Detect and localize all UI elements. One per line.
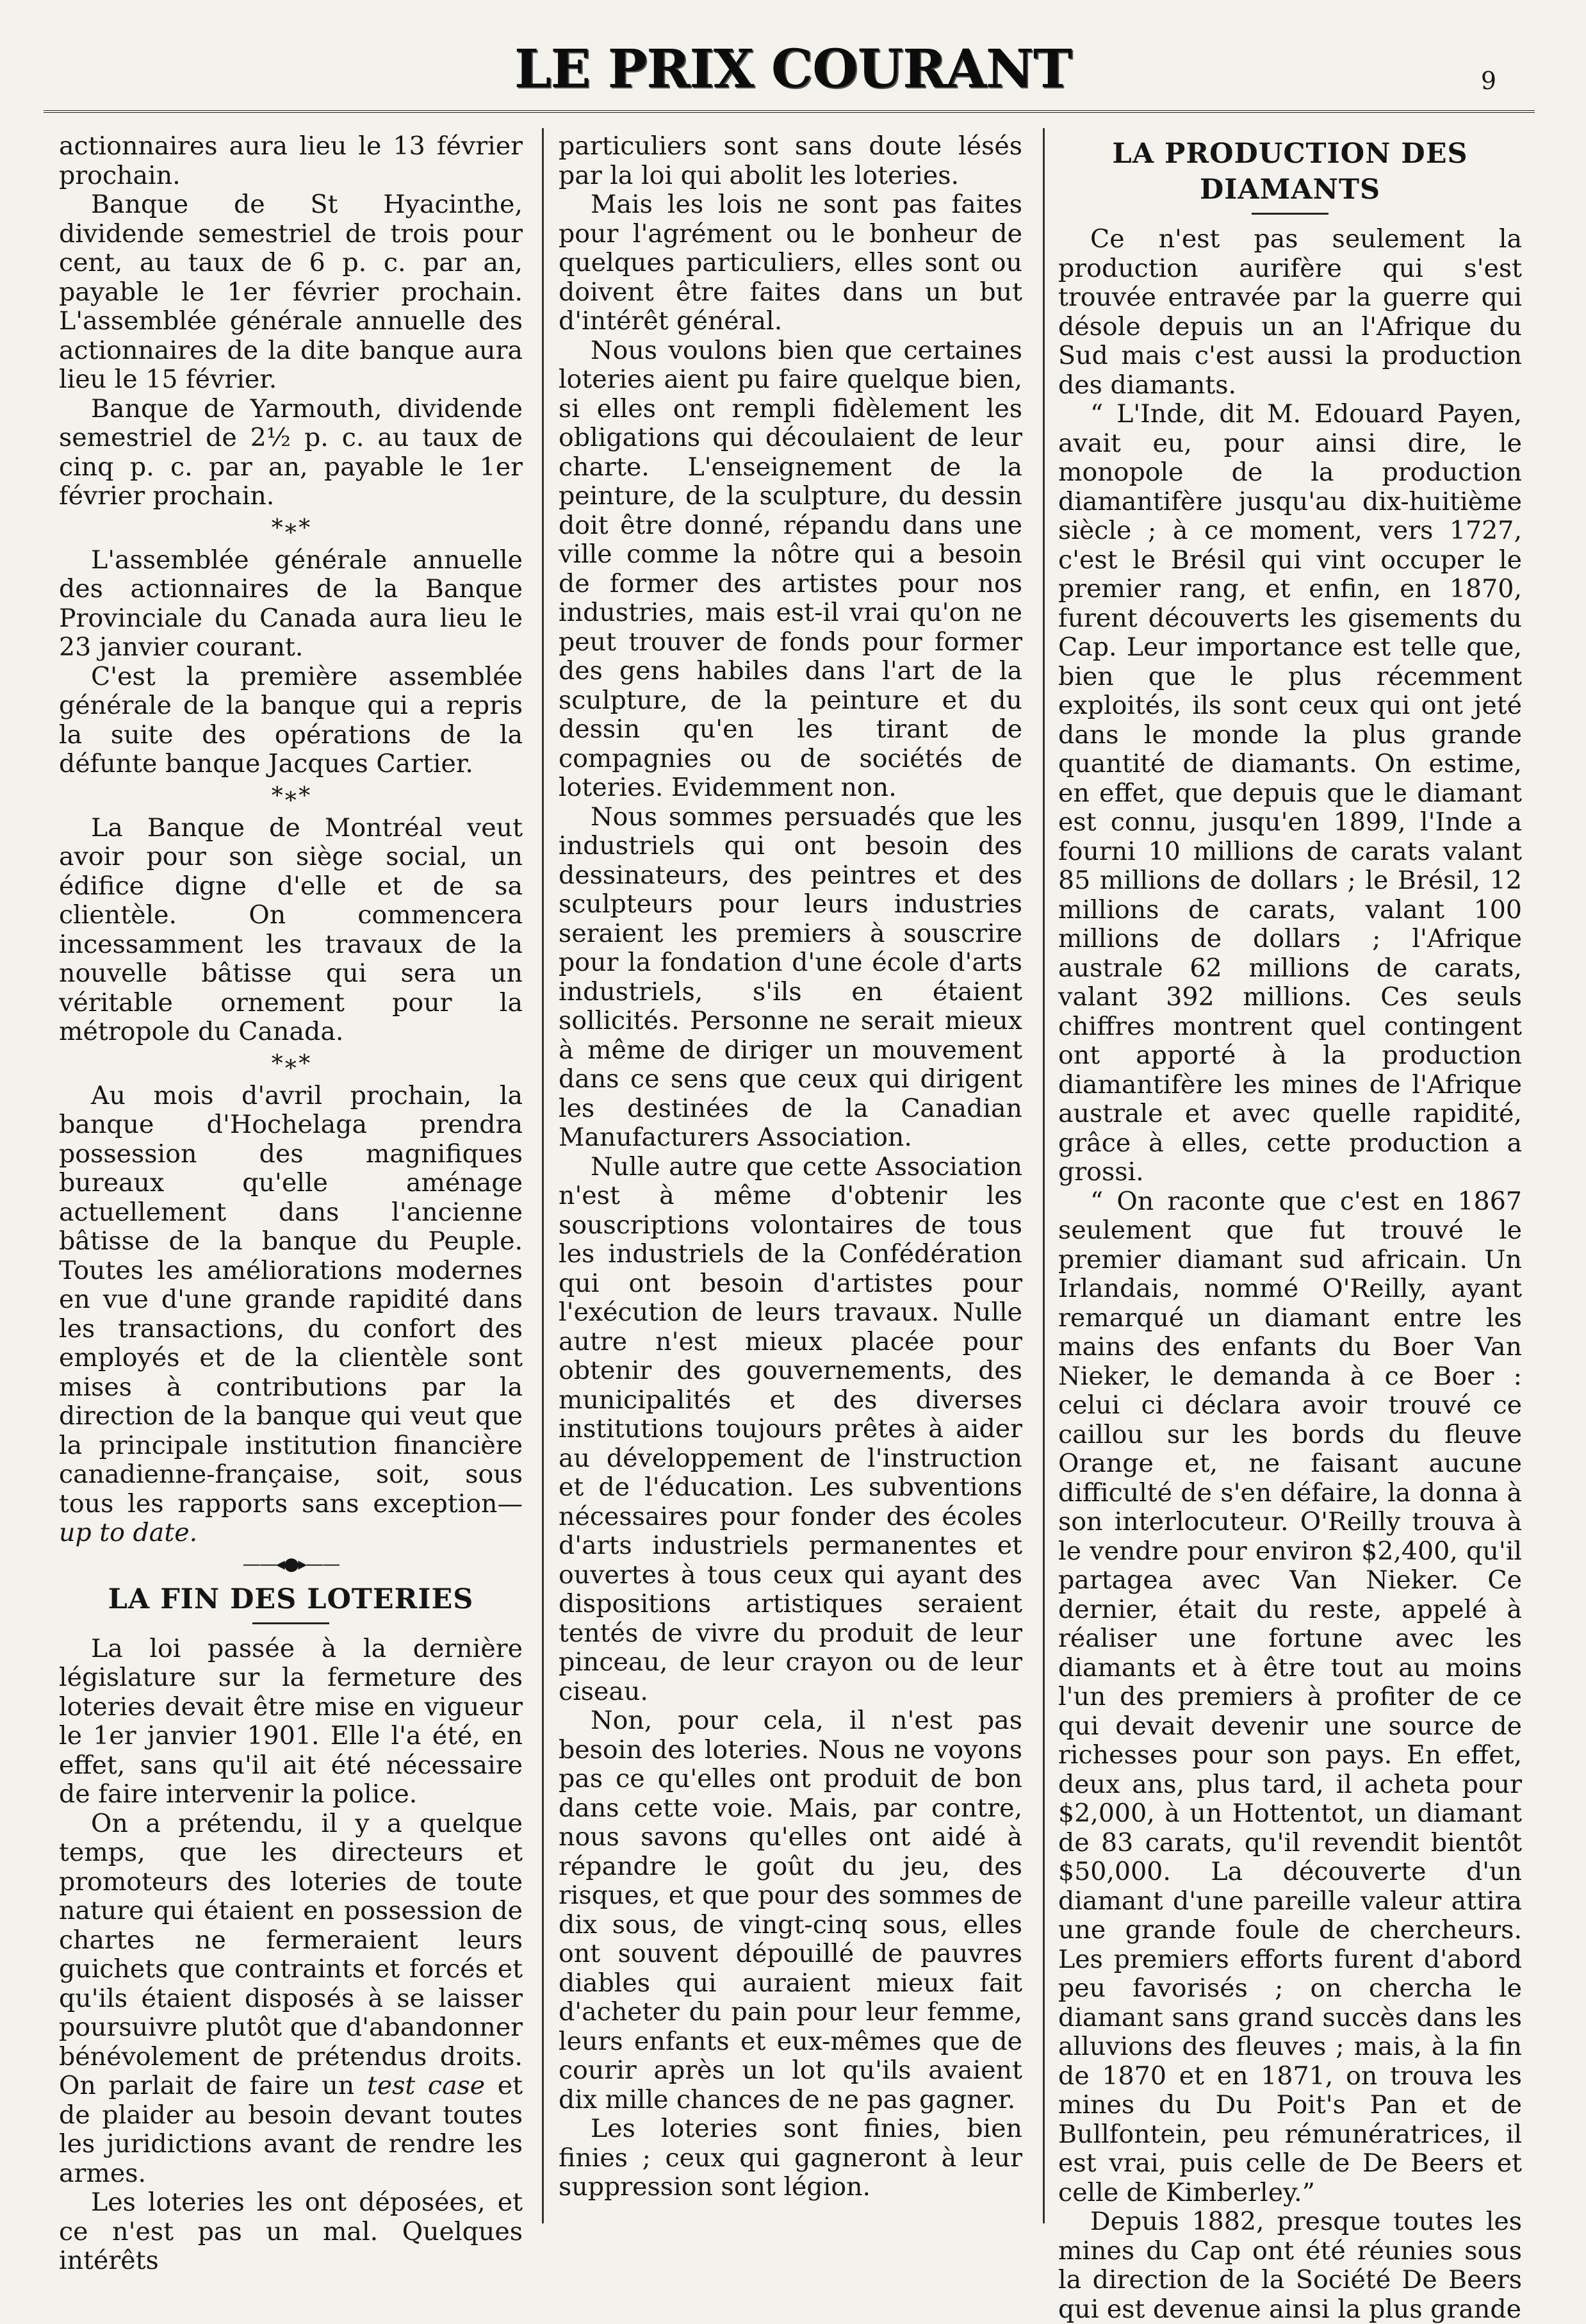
paragraph-text: Au mois d'avril prochain, la banque d'Hochelaga prendra possession des magnifiques bureaux qu'elle aménage actuellement dans l'ancienne bâtisse de la banque du Peuple. Toutes les améliorations modernes en vue d'une grande rapidité dans les transactions, du confort des employés et de la clientèle sont mises à contributions par la direction de la banque qui veut que la principale institution financière canadienne-française, soit, sous tous les rapports sans exception—: [59, 1080, 523, 1519]
section-heading: LA FIN DES LOTERIES: [108, 1583, 474, 1615]
paragraph: C'est la première assemblée générale de la banque qui a repris la suite des opérations de la défunte banque Jacques Cartier.: [59, 661, 523, 779]
column-divider: [1043, 128, 1045, 2223]
paragraph: “ L'Inde, dit M. Edouard Payen, avait eu, pour ainsi dire, le monopole de la production diamantifère jusqu'au dix-huitième siècle ; à ce moment, vers 1727, c'est le Brésil qui vint occuper le premier rang, et enfin, en 1870, furent découverts les gisements du Cap. Leur importance est telle que, bien que le plus récemment exploités, ils sont ceux qui ont jeté dans le monde la plus grande quantité de diamants. On estime, en effet, que depuis que le diamant est connu, jusqu'en 1899, l'Inde a fourni 10 millions de carats valant 85 millions de dollars ; le Brésil, 12 millions de carats, valant 100 millions de dollars ; l'Afrique australe 62 millions de carats, valant 392 millions. Ces seuls chiffres montrent quel contingent ont apporté à la production diamantifère les mines de l'Afrique australe et avec quelle rapidité, grâce à elles, cette production a grossi.: [1058, 399, 1522, 1187]
column-3: [1058, 132, 1522, 2324]
italic-phrase: test case: [366, 2071, 486, 2100]
paragraph: Nous voulons bien que certaines loteries aient pu faire quelque bien, si elles ont rempli fidèlement les obligations qui découlaient de leur charte. L'enseignement de la peinture, de la sculpture, du dessin doit être donné, répandu dans une ville comme la nôtre qui a besoin de former des artistes pour nos industries, mais est-il vrai qu'on ne peut trouver de fonds pour former des gens habiles dans l'art de la sculpture, de la peinture et du dessin qu'en les tirant de compagnies ou de sociétés de loteries. Evidemment non.: [559, 335, 1022, 802]
paragraph: La loi passée à la dernière législature sur la fermeture des loteries devait être mise en vigueur le 1er janvier 1901. Elle l'a été, en effet, sans qu'il ait été nécessaire de faire intervenir la police.: [59, 1633, 523, 1809]
page-number: 9: [1480, 67, 1496, 95]
heading-rule: [252, 1622, 329, 1624]
column-divider: [542, 128, 544, 2223]
asterism: *∗*: [271, 1050, 311, 1077]
paragraph: Mais les lois ne sont pas faites pour l'agrément ou le bonheur de quelques particuliers, elles sont ou doivent être faites dans un but d'intérêt général.: [559, 190, 1022, 336]
paragraph: Banque de Yarmouth, dividende semestriel de 2½ p. c. au taux de cinq p. c. par an, payable le 1er février prochain.: [59, 393, 523, 511]
asterism: *∗*: [271, 782, 311, 809]
paragraph: Ce n'est pas seulement la production aurifère qui s'est trouvée entravée par la guerre qui désole depuis un an l'Afrique du Sud mais c'est aussi la production des diamants.: [1058, 224, 1522, 400]
paragraph: Non, pour cela, il n'est pas besoin des loteries. Nous ne voyons pas ce qu'elles ont produit de bon dans cette voie. Mais, par contre, nous savons qu'elles ont aidé à répandre le goût du jeu, des risques, et que pour des sommes de dix sous, de vingt-cinq sous, elles ont souvent dépouillé de pauvres diables qui auraient mieux fait d'acheter du pain pour leur femme, leurs enfants et eux-mêmes que de courir après un lot qu'ils avaient dix mille chances de ne pas gagner.: [559, 1706, 1022, 2114]
paragraph: Nous sommes persuadés que les industriels qui ont besoin des dessinateurs, des peintres et des sculpteurs pour leurs industries seraient les premiers à souscrire pour la fondation d'une école d'arts industriels, s'ils en étaient sollicités. Personne ne serait mieux à même de diriger un mouvement dans ce sens que ceux qui dirigent les destinées de la Canadian Manufacturers Association.: [559, 802, 1022, 1152]
asterism: *∗*: [271, 515, 311, 541]
column-2: [559, 132, 1022, 2202]
paragraph-text: On a prétendu, il y a quelque temps, que les directeurs et promoteurs des loteries de toute nature qui étaient en possession de chartes ne fermeraient leurs guichets que contraints et forcés et qu'ils étaient disposés à se laisser poursuivre plutôt que d'abandonner bénévolement de prétendus droits. On parlait de faire un: [59, 1808, 523, 2100]
paragraph: [59, 1809, 523, 2189]
masthead: [0, 38, 1586, 100]
section-separator: ——◂●▸——: [242, 1553, 339, 1574]
paragraph: “ On raconte que c'est en 1867 seulement que fut trouvé le premier diamant sud africain. Un Irlandais, nommé O'Reilly, ayant remarqué un diamant entre les mains des enfants du Boer Van Nieker, le demanda à ce Boer : celui ci déclara avoir trouvé ce caillou sur les bords du fleuve Orange et, ne faisant aucune difficulté de s'en défaire, la donna à son interlocuteur. O'Reilly trouva à le vendre pour environ $2,400, qu'il partagea avec Van Nieker. Ce dernier, était du reste, appelé à réaliser une fortune avec les diamants et à être tout au moins l'un des premiers à profiter de ce qui devait devenir une source de richesses pour son pays. En effet, deux ans, plus tard, il acheta pour $2,000, à un Hottentot, un diamant de 83 carats, qu'il revendit bientôt $50,000. La découverte d'un diamant d'une pareille valeur attira une grande foule de chercheurs. Les premiers efforts furent d'abord peu favorisés ; on chercha le diamant sans grand succès dans les alluvions des fleuves ; mais, à la fin de 1870 et en 1871, on trouva les mines du Du Poit's Pan et de Bullfontein, peu rémunératrices, il est vrai, puis celle de De Beers et celle de Kimberley.”: [1058, 1186, 1522, 2207]
column-1: [59, 132, 523, 2276]
paragraph: Les loteries sont finies, bien finies ; ceux qui gagneront à leur suppression sont légion.: [559, 2114, 1022, 2202]
italic-phrase: up to date.: [59, 1518, 198, 1547]
paragraph: particuliers sont sans doute lésés par la loi qui abolit les loteries.: [559, 131, 1022, 190]
paragraph: [59, 1082, 523, 1548]
paragraph: actionnaires aura lieu le 13 février prochain.: [59, 131, 523, 190]
paragraph: La Banque de Montréal veut avoir pour son siège social, un édifice digne d'elle et de sa clientèle. On commencera incessamment les travaux de la nouvelle bâtisse qui sera un véritable ornement pour la métropole du Canada.: [59, 812, 523, 1046]
heading-rule: [1252, 213, 1328, 215]
section-heading: LA PRODUCTION DES DIAMANTS: [1112, 138, 1468, 206]
paragraph: Nulle autre que cette Association n'est à même d'obtenir les souscriptions volontaires de tous les industriels de la Confédération qui ont besoin d'artistes pour l'exécution de leurs travaux. Nulle autre n'est mieux placée pour obtenir des gouvernements, des municipalités et des diverses institutions toujours prêtes à aider au développement de l'instruction et de l'éducation. Les subventions nécessaires pour fonder des écoles d'arts industriels permanentes et ouvertes à tous ceux qui ayant des dispositions artistiques seraient tentés de vivre du produit de leur pinceau, de leur crayon ou de leur ciseau.: [559, 1151, 1022, 1706]
paragraph-text: et de plaider au besoin devant toutes les juridictions avant de rendre les armes.: [59, 2071, 523, 2188]
newspaper-logo: LE PRIX COURANT: [514, 38, 1072, 100]
paragraph: Depuis 1882, presque toutes les mines du Cap ont été réunies sous la direction de la Société De Beers qui est devenue ainsi la plus grande: [1058, 2207, 1522, 2324]
paragraph: L'assemblée générale annuelle des actionnaires de la Banque Provinciale du Canada aura lieu le 23 janvier courant.: [59, 545, 523, 662]
header-rule: [44, 110, 1535, 113]
paragraph: Les loteries les ont déposées, et ce n'est pas un mal. Quelques intérêts: [59, 2188, 523, 2275]
paragraph: Banque de St Hyacinthe, dividende semestriel de trois pour cent, au taux de 6 p. c. par an, payable le 1er février prochain. L'assemblée générale annuelle des actionnaires de la dite banque aura lieu le 15 février.: [59, 190, 523, 394]
